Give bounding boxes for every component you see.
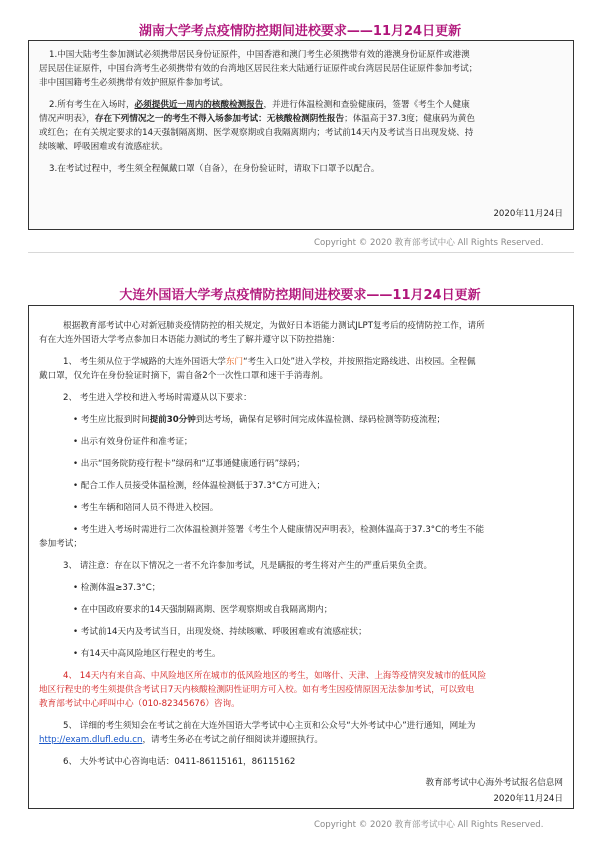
dlufl-item-2-bullet-a: • 考生应比报到时间提前30分钟到达考场，确保有足够时间完成体温检测、绿码检测等防疫流程；	[73, 415, 446, 425]
dlufl-date: 2020年11月24日	[493, 794, 563, 804]
hnu-item-2-line2: 情况声明表》，存在下列情况之一的考生不得入场参加考试：无核酸检测阴性报告；体温高于37.3度；健康码为黄色	[39, 114, 475, 124]
exam-site-link[interactable]: http://exam.dlufl.edu.cn	[39, 735, 143, 745]
dlufl-item-2-bullet-e: • 考生车辆和陪同人员不得进入校园。	[73, 503, 219, 513]
dlufl-item-3: 3、 请注意：存在以下情况之一者不允许参加考试，凡是瞒报的考生将对产生的严重后果负全责。	[63, 561, 433, 571]
hnu-date: 2020年11月24日	[493, 209, 563, 219]
copyright-1: Copyright © 2020 教育部考试中心 All Rights Reserved.	[314, 238, 544, 248]
dlufl-sign: 教育部考试中心海外考试报名信息网	[425, 778, 563, 788]
dlufl-item-4-line2: 地区行程史的考生须提供含考试日7天内核酸检测阴性证明方可入校。如有考生因疫情原因无法参加考试，可以致电	[39, 685, 475, 695]
dlufl-item-3-bullet-b: • 在中国政府要求的14天强制隔离期、医学观察期或自我隔离期内；	[73, 605, 333, 615]
hnu-requirements-box	[28, 40, 574, 230]
dlufl-item-2-bullet-b: • 出示有效身份证件和准考证；	[73, 437, 193, 447]
section1-title: 湖南大学考点疫情防控期间进校要求——11月24日更新	[138, 24, 462, 39]
divider	[28, 252, 574, 253]
dlufl-item-2-bullet-c: • 出示“国务院防疫行程卡”绿码和“辽事通健康通行码”绿码；	[73, 459, 305, 469]
hnu-item-2-line1: 2.所有考生在入场时，必须提供近一周内的核酸检测报告，并进行体温检测和查验健康码，签署《考生个人健康	[49, 100, 470, 110]
section2-title: 大连外国语大学考点疫情防控期间进校要求——11月24日更新	[119, 288, 481, 303]
dlufl-item-2-bullet-f-line1: • 考生进入考场时需进行二次体温检测并签署《考生个人健康情况声明表》，检测体温高于37.3°C的考生不能	[73, 525, 485, 535]
arrive-early: 提前30分钟	[149, 415, 196, 425]
dlufl-item-2-bullet-f-line2: 参加考试；	[39, 539, 82, 549]
east-gate: 东门	[225, 357, 244, 367]
dlufl-item-2-bullet-d: • 配合工作人员接受体温检测，经体温检测低于37.3°C方可进入；	[73, 481, 326, 491]
nucleic-test-requirement: 必须提供近一周内的核酸检测报告	[134, 100, 264, 110]
dlufl-item-2: 2、 考生进入学校和进入考场时需遵从以下要求：	[63, 393, 252, 403]
entry-denied-conditions: 存在下列情况之一的考生不得入场参加考试：无核酸检测阴性报告	[94, 114, 345, 124]
dlufl-item-3-bullet-a: • 检测体温≥37.3°C；	[73, 583, 161, 593]
hnu-item-3: 3.在考试过程中，考生须全程佩戴口罩（自备），在身份验证时，请取下口罩予以配合。	[49, 164, 380, 174]
dlufl-item-4-line1: 4、 14天内有来自高、中风险地区所在城市的低风险地区的考生，如喀什、天津、上海等疫情突发城市的低风险	[63, 671, 487, 681]
hnu-item-1-line2: 居民居住证原件，中国台湾考生必须携带有效的台湾地区居民往来大陆通行证原件或台湾居民居住证原件参加考试；	[39, 64, 478, 74]
dlufl-requirements-box	[28, 305, 574, 809]
dlufl-item-4-line3: 教育部考试中心呼叫中心（010-82345676）咨询。	[39, 699, 240, 709]
dlufl-item-5-line2: http://exam.dlufl.edu.cn，请考生务必在考试之前仔细阅读并遵照执行。	[39, 735, 323, 745]
dlufl-intro-line1: 根据教育部考试中心对新冠肺炎疫情防控的相关规定，为做好日本语能力测试JLPT复考后的疫情防控工作，请所	[63, 321, 485, 331]
dlufl-item-6: 6、 大外考试中心咨询电话：0411-86115161，86115162	[63, 757, 296, 767]
dlufl-intro-line2: 有在大连外国语大学考点参加日本语能力测试的考生了解并遵守以下防控措施：	[39, 335, 340, 345]
hnu-item-1-line3: 非中国国籍考生必须携带有效护照原件参加考试。	[39, 78, 229, 88]
dlufl-item-5-line1: 5、 详细的考生须知会在考试之前在大连外国语大学考试中心主页和公众号“大外考试中心”进行通知，网址为	[63, 721, 476, 731]
copyright-2: Copyright © 2020 教育部考试中心 All Rights Reserved.	[314, 820, 544, 830]
dlufl-item-1-line1: 1、 考生须从位于学城路的大连外国语大学东门“考生入口处”进入学校，并按照指定路线进、出校园。全程佩	[63, 357, 476, 367]
hnu-item-1-line1: 1.中国大陆考生参加测试必须携带居民身份证原件，中国香港和澳门考生必须携带有效的港澳身份证原件或港澳	[49, 50, 470, 60]
dlufl-item-1-line2: 戴口罩，仅允许在身份验证时摘下，需自备2个一次性口罩和速干手消毒剂。	[39, 371, 329, 381]
dlufl-item-3-bullet-d: • 有14天中高风险地区行程史的考生。	[73, 649, 221, 659]
hnu-item-2-line4: 续咳嗽、呼吸困难或有流感症状。	[39, 142, 168, 152]
hnu-item-2-line3: 或红色；在有关规定要求的14天强制隔离期、医学观察期或自我隔离期内；考试前14天内及考试当日出现发烧、持	[39, 128, 474, 138]
dlufl-item-3-bullet-c: • 考试前14天内及考试当日，出现发烧、持续咳嗽、呼吸困难或有流感症状；	[73, 627, 367, 637]
